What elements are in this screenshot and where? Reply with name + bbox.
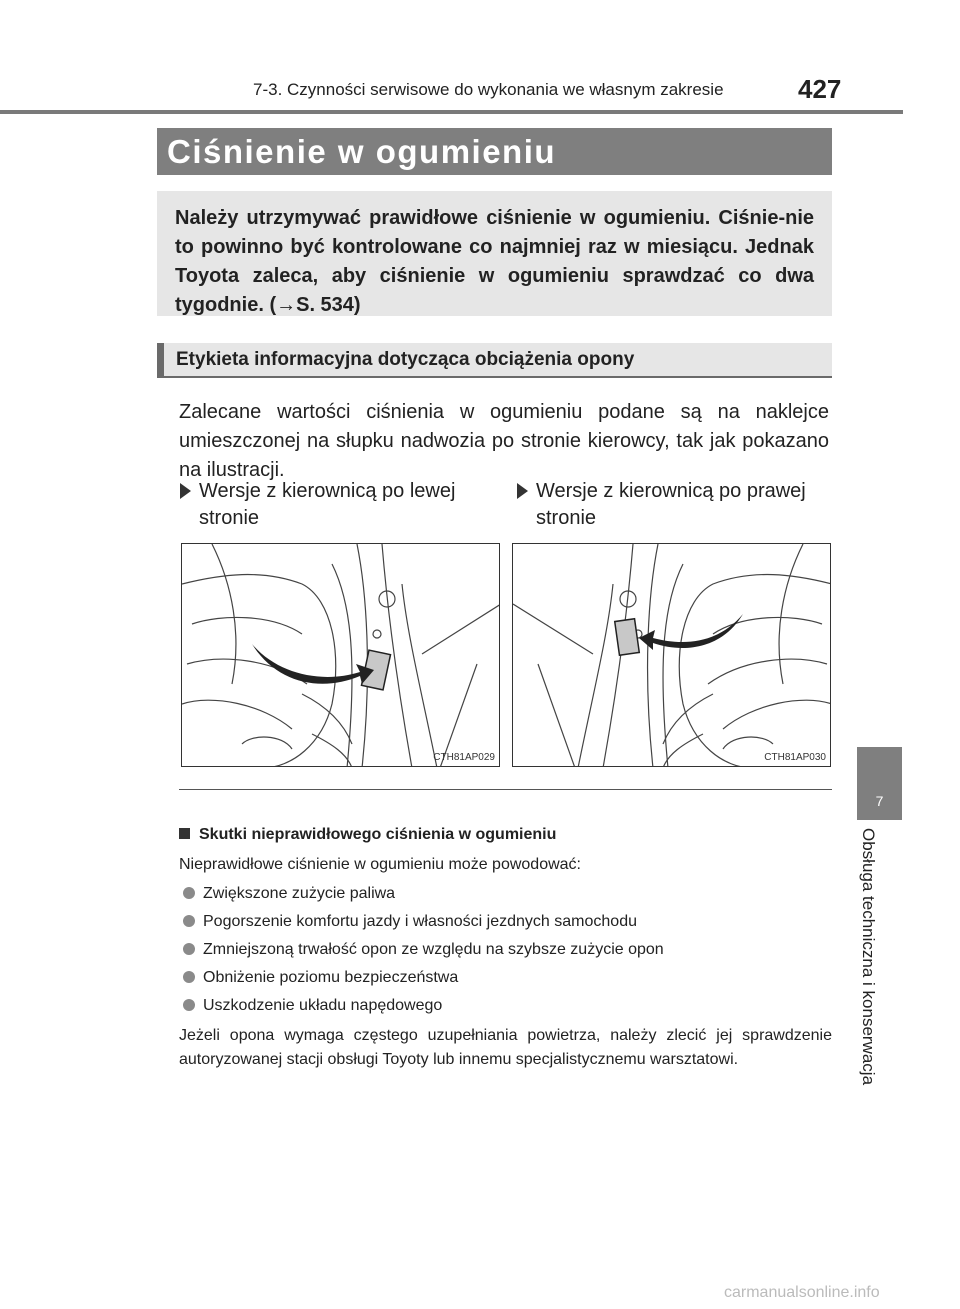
list-item <box>183 885 395 903</box>
version-right-line1: Wersje z kierownicą po prawej <box>536 480 806 502</box>
circle-bullet-icon <box>183 999 195 1011</box>
square-bullet-icon <box>179 828 190 839</box>
page-number: 427 <box>798 74 842 104</box>
list-item-text: Obniżenie poziomu bezpieczeństwa <box>203 969 459 986</box>
list-item <box>183 997 442 1015</box>
illustration-left-hand-drive <box>181 543 500 767</box>
section-heading <box>179 826 556 844</box>
header-rule <box>0 110 903 114</box>
seat-pillar-drawing-right <box>513 544 831 767</box>
intro-box <box>157 191 832 316</box>
running-header-section: 7-3. Czynności serwisowe do wykonania we własnym zakresie <box>253 80 724 99</box>
section-divider <box>179 789 832 790</box>
version-right-line2: stronie <box>536 507 597 529</box>
intro-text: Należy utrzymywać prawidłowe ciśnienie w ogumieniu. Ciśnie-nie to powinno być kontrolowane co najmniej raz w miesiącu. Jednak Toyota zaleca, aby ciśnienie w ogumieniu sprawdzać co dwa tygodnie. (→S. 534) <box>175 207 814 316</box>
circle-bullet-icon <box>183 971 195 983</box>
version-left-line1: Wersje z kierownicą po lewej <box>199 480 456 502</box>
list-item-text: Zmniejszoną trwałość opon ze względu na szybsze zużycie opon <box>203 941 664 958</box>
circle-bullet-icon <box>183 887 195 899</box>
chapter-tab <box>857 747 902 820</box>
list-item-text: Uszkodzenie układu napędowego <box>203 997 443 1014</box>
subheading-bar <box>157 343 832 378</box>
page-title-bar <box>157 128 832 175</box>
label-location-paragraph: Zalecane wartości ciśnienia w ogumieniu podane są na naklejce umieszczonej na słupku nadwozia po stronie kierowcy, tak jak pokazano na ilustracji. <box>179 401 829 481</box>
illustration-code: CTH81AP029 <box>433 752 495 763</box>
list-item-text: Zwiększone zużycie paliwa <box>203 885 396 902</box>
chapter-number: 7 <box>875 793 884 809</box>
closing-paragraph: Jeżeli opona wymaga częstego uzupełniania powietrza, należy zlecić jej sprawdzenie autoryzowanej stacji obsługi Toyoty lub innemu specjalistycznemu warsztatowi. <box>179 1027 832 1068</box>
list-item <box>183 941 664 959</box>
triangle-bullet-icon <box>517 483 528 499</box>
watermark: carmanualsonline.info <box>724 1284 880 1301</box>
triangle-bullet-icon <box>180 483 191 499</box>
section-lead: Nieprawidłowe ciśnienie w ogumieniu może powodować: <box>179 856 581 873</box>
list-item <box>183 913 637 931</box>
circle-bullet-icon <box>183 943 195 955</box>
seat-pillar-drawing-left <box>182 544 500 767</box>
page-title: Ciśnienie w ogumieniu <box>167 133 557 170</box>
chapter-label: Obsługa techniczna i konserwacja <box>859 828 878 1086</box>
version-left-line2: stronie <box>199 507 260 529</box>
list-item <box>183 969 458 987</box>
list-item-text: Pogorszenie komfortu jazdy i własności jezdnych samochodu <box>203 913 637 930</box>
illustration-code: CTH81AP030 <box>764 752 826 763</box>
circle-bullet-icon <box>183 915 195 927</box>
illustration-right-hand-drive <box>512 543 831 767</box>
section-heading-text: Skutki nieprawidłowego ciśnienia w ogumieniu <box>199 826 557 843</box>
subheading-text: Etykieta informacyjna dotycząca obciążenia opony <box>176 349 635 370</box>
